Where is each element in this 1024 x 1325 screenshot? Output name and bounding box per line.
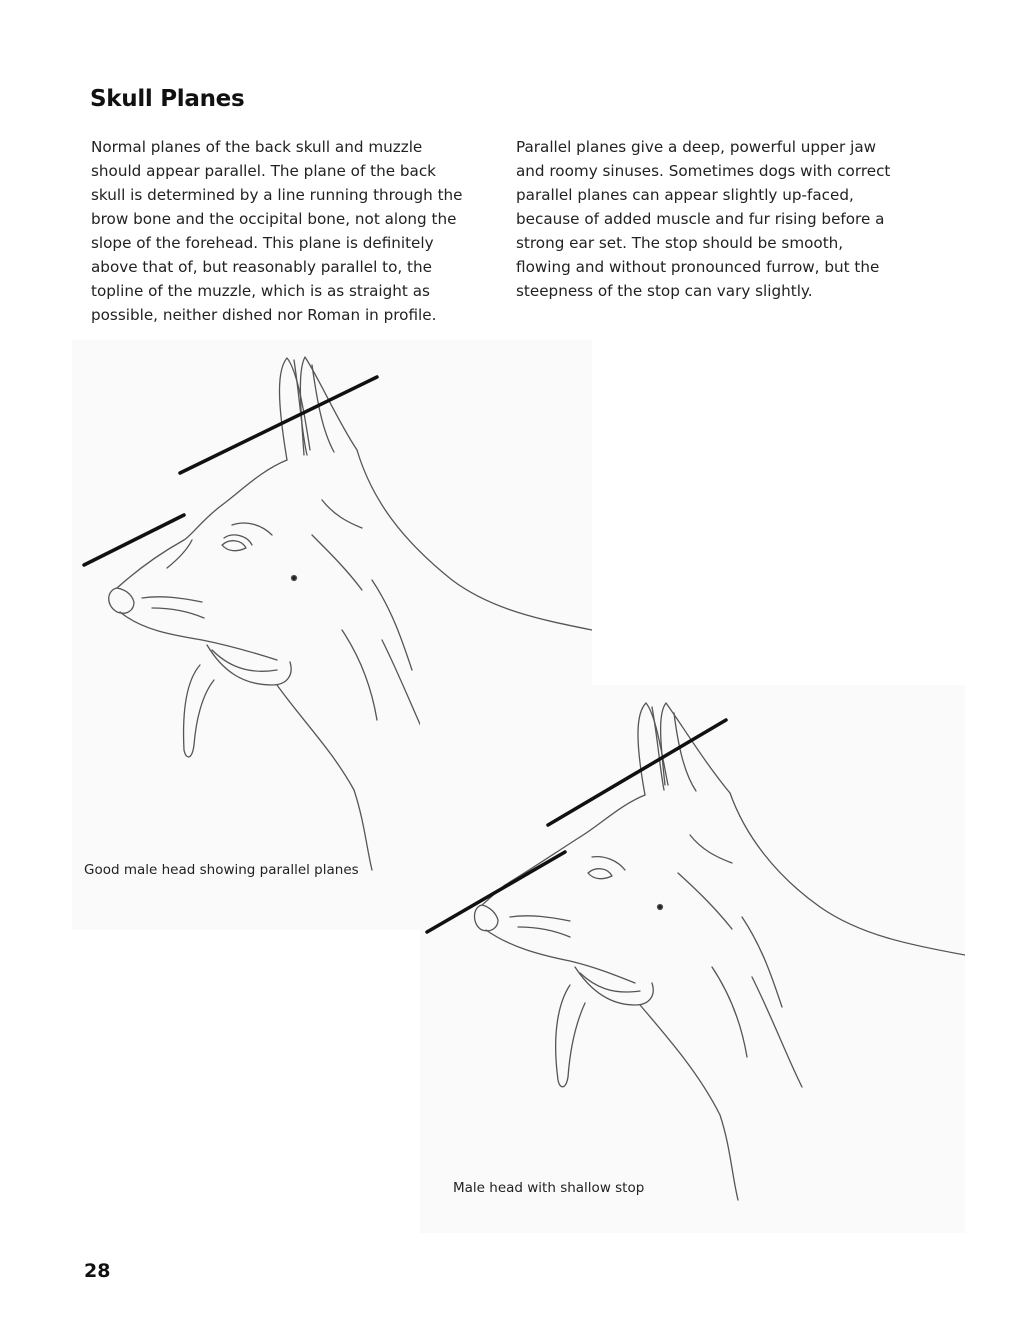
figure-shallow-stop-head bbox=[420, 685, 965, 1233]
body-text-right: Parallel planes give a deep, powerful upper jaw and roomy sinuses. Sometimes dogs with correct parallel planes can appear slightly up-faced, because of added muscle and fur rising before a strong ear set. The stop should be smooth, flowing and without pronounced furrow, but the steepness of the stop can vary slightly. bbox=[516, 138, 891, 300]
figure-caption-shallow-stop: Male head with shallow stop bbox=[453, 1180, 645, 1196]
body-text-left: Normal planes of the back skull and muzzle should appear parallel. The plane of the back skull is determined by a line running through the brow bone and the occipital bone, not along the slope of the forehead. This plane is definitely above that of, but reasonably parallel to, the topline of the muzzle, which is as straight as possible, neither dished nor Roman in profile. bbox=[91, 138, 463, 324]
figure-caption-good-head: Good male head showing parallel planes bbox=[84, 862, 359, 878]
page-title: Skull Planes bbox=[90, 86, 245, 112]
page-number: 28 bbox=[84, 1260, 111, 1282]
